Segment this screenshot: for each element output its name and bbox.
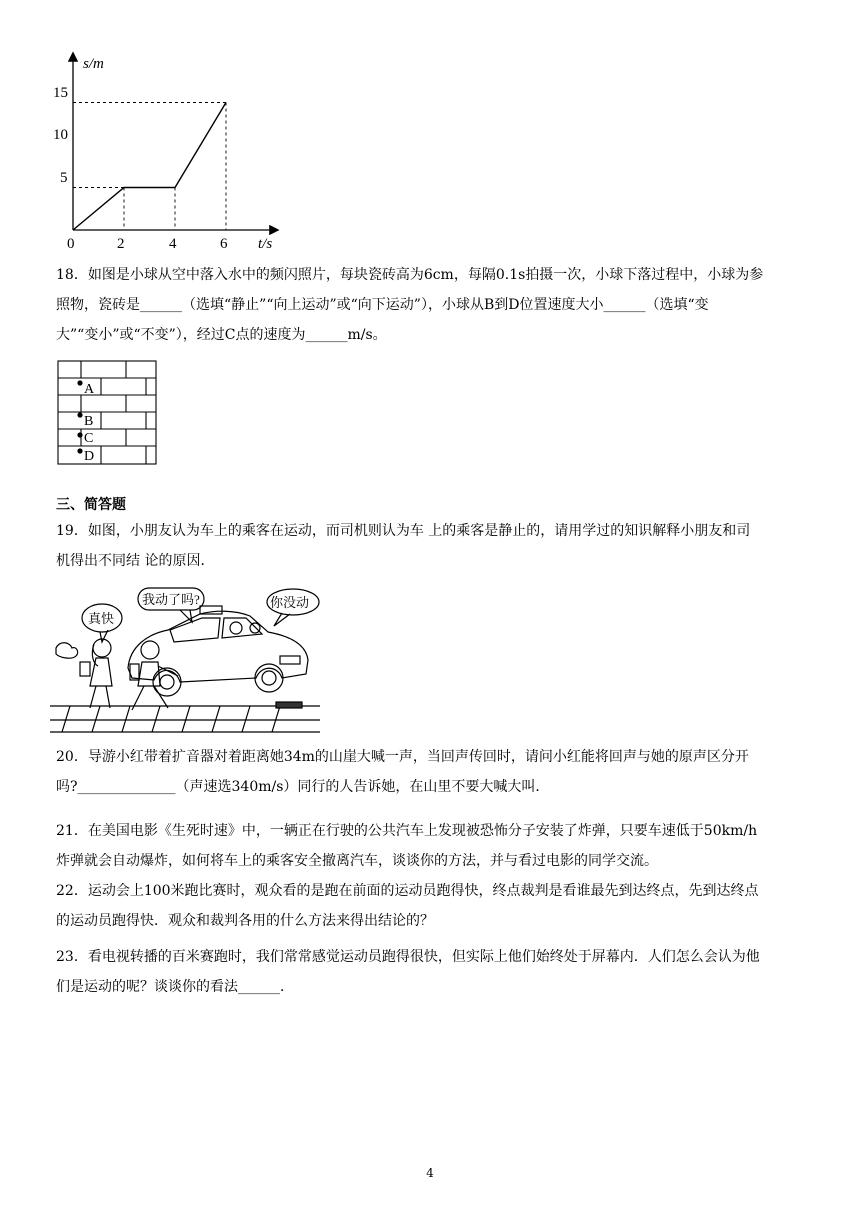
- question-20-line-2: 吗?______________（声速选340m/s）同行的人告诉她，在山里不要大喊大叫．: [56, 779, 550, 795]
- question-23-line-2: 们是运动的呢？谈谈你的看法______．: [56, 979, 294, 995]
- x-tick-4: 4: [169, 236, 177, 252]
- section-heading: 三、简答题: [56, 497, 126, 513]
- question-18-line-2: 照物，瓷砖是______（选填“静止”“向上运动”或“向下运动”），小球从B到D位置速度大小______（选填“变: [56, 297, 709, 313]
- x-tick-6: 6: [220, 236, 228, 252]
- page-number: 4: [426, 1166, 434, 1180]
- car-kids-illustration: [50, 586, 322, 734]
- question-21-line-2: 炸弹就会自动爆炸，如何将车上的乘客安全撤离汽车，谈谈你的方法，并与看过电影的同学交流。: [56, 853, 658, 869]
- ball-b: [77, 412, 82, 417]
- ball-d: [77, 448, 82, 453]
- question-23-line-1: 23．看电视转播的百米赛跑时，我们常常感觉运动员跑得很快，但实际上他们始终处于屏幕内．人们怎么会认为他: [56, 949, 760, 965]
- y-tick-15: 15: [53, 85, 68, 101]
- y-tick-10: 10: [53, 127, 68, 143]
- question-20-line-1: 20．导游小红带着扩音器对着距离她34m的山崖大喊一声，当回声传回时，请问小红能将回声与她的原声区分开: [56, 749, 749, 765]
- y-axis-label: s/m: [83, 56, 104, 72]
- question-18: [56, 260, 816, 350]
- question-21-line-1: 21．在美国电影《生死时速》中，一辆正在行驶的公共汽车上发现被恐怖分子安装了炸弹，只要车速低于50km/h: [56, 823, 758, 839]
- y-tick-5: 5: [60, 170, 68, 186]
- question-19-line-1: 19．如图，小朋友认为车上的乘客在运动，而司机则认为车 上的乘客是静止的，请用学过的知识解释小朋友和司: [56, 523, 751, 539]
- x-tick-0: 0: [67, 236, 75, 252]
- label-c: C: [84, 431, 94, 446]
- bubble-fast: 真快: [88, 611, 115, 626]
- brick-wall-figure: [56, 360, 160, 466]
- x-tick-2: 2: [117, 236, 125, 252]
- label-a: A: [84, 382, 95, 397]
- label-d: D: [84, 449, 95, 464]
- ball-a: [77, 380, 82, 385]
- bubble-did-i-move: 我动了吗?: [142, 592, 200, 607]
- bubble-you-didnt-move: 你没动: [270, 595, 310, 610]
- question-21: [56, 816, 816, 876]
- question-18-line-3: 大”“变小”或“不变”），经过C点的速度为______m/s。: [56, 327, 387, 343]
- question-23: [56, 942, 816, 1002]
- st-graph: [50, 48, 290, 253]
- question-22-line-1: 22．运动会上100米跑比赛时，观众看的是跑在前面的运动员跑得快，终点裁判是看谁最先到达终点，先到达终点: [56, 883, 759, 899]
- question-18-line-1: 18．如图是小球从空中落入水中的频闪照片，每块瓷砖高为6cm，每隔0.1s拍摄一次，小球下落过程中，小球为参: [56, 267, 764, 283]
- x-axis-label: t/s: [258, 236, 273, 252]
- question-22-line-2: 的运动员跑得快．观众和裁判各用的什么方法来得出结论的？: [56, 913, 434, 929]
- question-19: [56, 516, 816, 576]
- data-line: [73, 103, 226, 231]
- label-b: B: [84, 414, 94, 429]
- ball-c: [77, 432, 82, 437]
- question-19-line-2: 机得出不同结 论的原因．: [56, 553, 215, 569]
- question-22: [56, 876, 816, 936]
- question-20: [56, 742, 816, 802]
